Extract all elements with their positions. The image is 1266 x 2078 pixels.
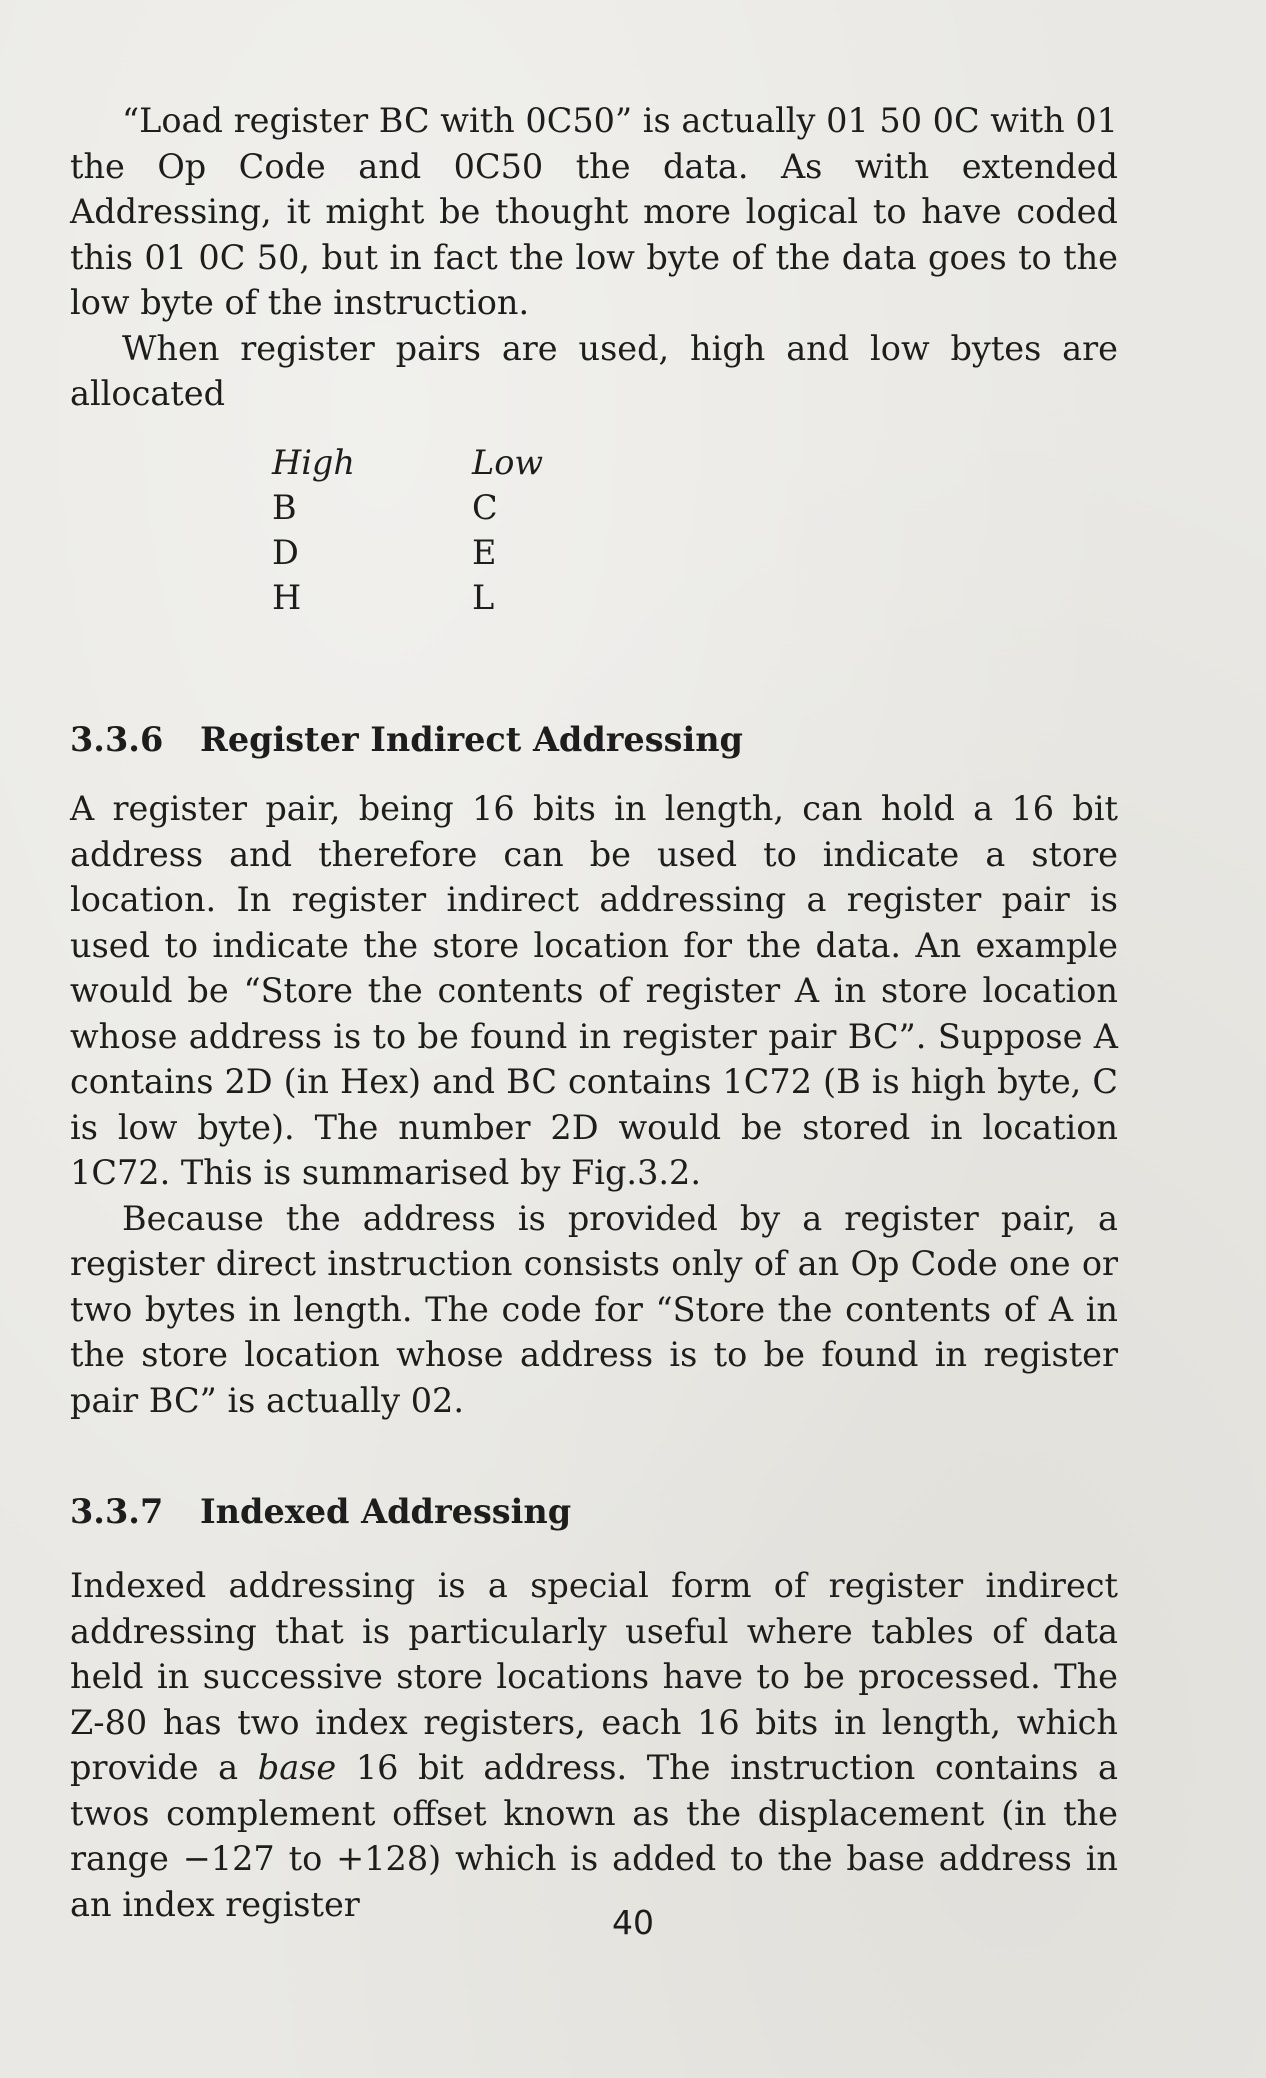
section-3-3-7-paragraph-1 xyxy=(70,1563,1118,1927)
section-3-3-6-heading xyxy=(70,720,743,759)
emphasized-word: base xyxy=(257,1748,337,1787)
section-3-3-7-text xyxy=(70,1563,1118,1927)
intro-paragraph-1: “Load register BC with 0C50” is actually 01 50 0C with 01 the Op Code and 0C50 the data. As with extended Addressing, it might be thought more logical to have coded this 01 0C 50, but in fact the low byte of the data goes to the low byte of the instruction. xyxy=(70,101,1118,322)
paragraph-text-start: Indexed addressing is a special form of register indirect addressing that is particularly useful where tables of data held in successive store locations have to be processed. The Z-80 has two index registers, each 16 bits in length, which provide a xyxy=(70,1566,1118,1787)
register-pair-row xyxy=(272,575,592,620)
high-byte-register: B xyxy=(272,488,297,527)
low-byte-register: C xyxy=(472,488,498,527)
intro-paragraph-2: When register pairs are used, high and low bytes are allocated xyxy=(70,328,1118,413)
high-byte-register: D xyxy=(272,533,299,572)
section-number: 3.3.7 xyxy=(70,1492,164,1531)
paragraph-text-end: 16 bit address. The instruction contains a twos complement offset known as the displacement (in the range −127 to +128) which is added to the base address in an index register xyxy=(70,1748,1118,1924)
low-byte-register: L xyxy=(472,578,495,617)
page-number: 40 xyxy=(612,1903,654,1942)
header-low: Low xyxy=(472,443,544,482)
section-title: Register Indirect Addressing xyxy=(200,720,743,759)
section-3-3-7-heading xyxy=(70,1492,571,1531)
section-3-3-6-paragraph-2: Because the address is provided by a register pair, a register direct instruction consists only of an Op Code one or two bytes in length. The code for “Store the contents of A in the store location whose address is to be found in register pair BC” is actually 02. xyxy=(70,1198,1118,1420)
section-title: Indexed Addressing xyxy=(200,1492,572,1531)
intro-text xyxy=(70,98,1118,417)
register-pair-row xyxy=(272,485,592,530)
header-high: High xyxy=(272,443,355,482)
section-3-3-6-paragraph-1: A register pair, being 16 bits in length, can hold a 16 bit address and therefore can be used to indicate a store location. In register indirect addressing a register pair is used to indicate the store location for the data. An example would be “Store the contents of register A in store location whose address is to be found in register pair BC”. Suppose A contains 2D (in Hex) and BC contains 1C72 (B is high byte, C is low byte). The number 2D would be stored in location 1C72. This is summarised by Fig.3.2. xyxy=(70,789,1118,1192)
section-3-3-6-text xyxy=(70,786,1118,1423)
register-pairs-table xyxy=(272,440,592,620)
register-pairs-header xyxy=(272,440,592,485)
low-byte-register: E xyxy=(472,533,497,572)
high-byte-register: H xyxy=(272,578,302,617)
section-number: 3.3.6 xyxy=(70,720,164,759)
register-pair-row xyxy=(272,530,592,575)
